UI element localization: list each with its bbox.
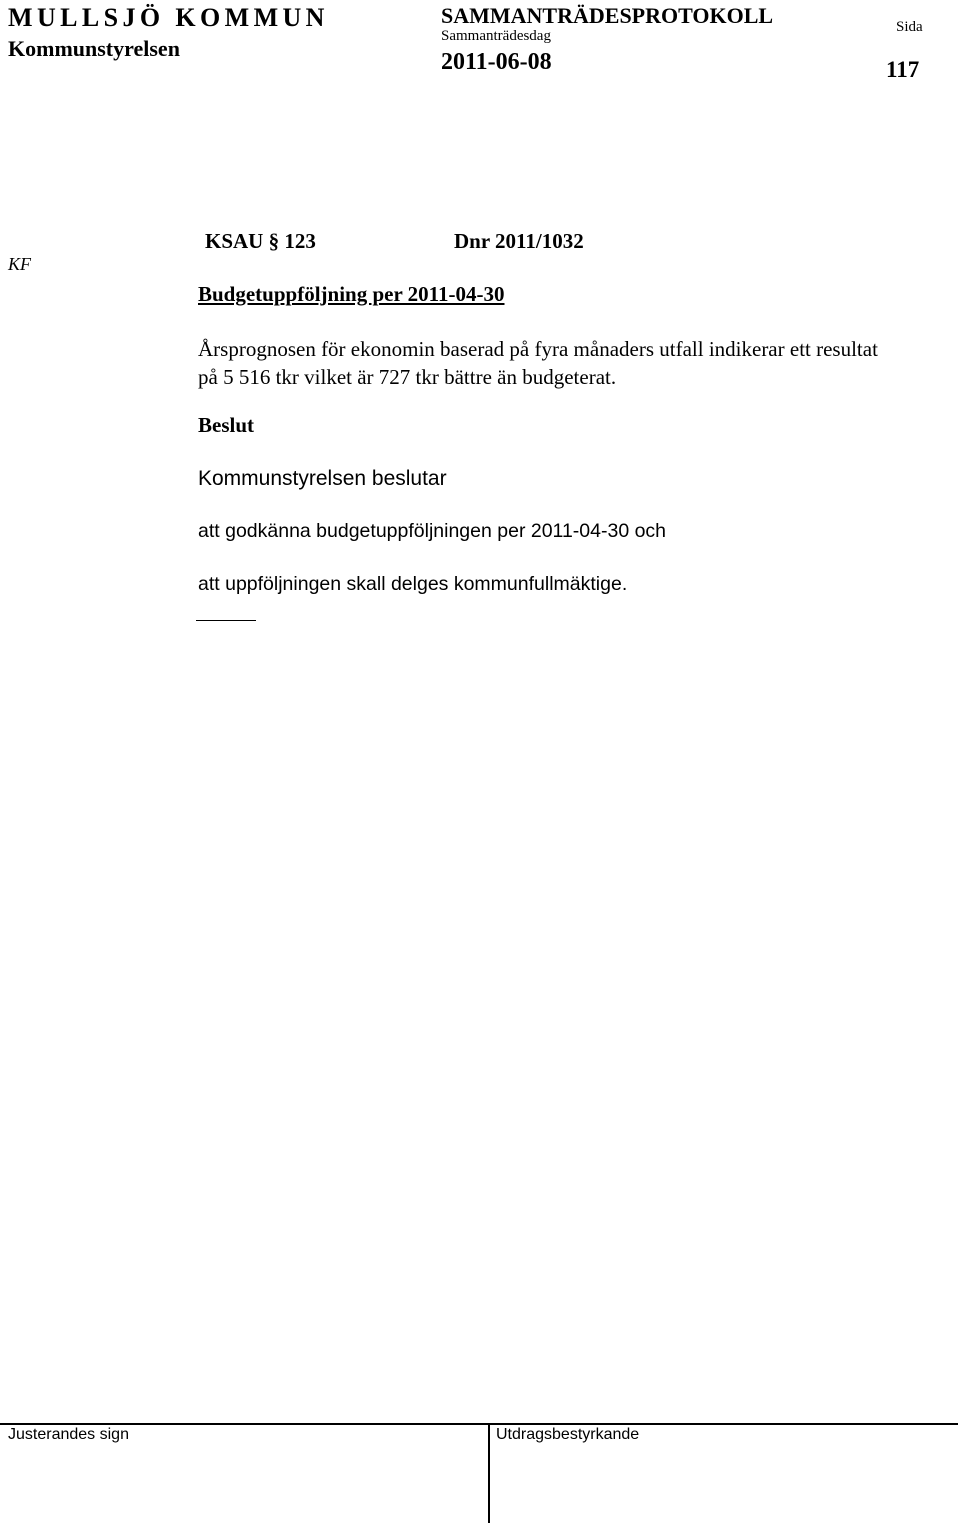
utdragsbestyrkande-label: Utdragsbestyrkande [496, 1426, 640, 1443]
decision-point: att uppföljningen skall delges kommunfullmäktige. [198, 573, 628, 595]
item-subject: Budgetuppföljning per 2011-04-30 [198, 282, 505, 306]
footer-rule [0, 1423, 958, 1425]
item-body: Årsprognosen för ekonomin baserad på fyra månaders utfall indikerar ett resultat på 5 516 tkr vilket är 727 tkr bättre än budgeterat. [198, 337, 878, 389]
footer-divider [488, 1423, 490, 1523]
decision-point: att godkänna budgetuppföljningen per 2011-04-30 och [198, 520, 667, 542]
distribution-note: KF [8, 254, 32, 274]
end-of-item-rule [196, 620, 256, 621]
meeting-date-label: Sammanträdesdag [441, 28, 551, 44]
municipality-name: MULLSJÖ KOMMUN [8, 3, 329, 32]
decision-heading: Beslut [198, 413, 255, 437]
case-id: KSAU § 123 [205, 229, 316, 253]
page-label: Sida [896, 19, 923, 35]
decision-intro: Kommunstyrelsen beslutar [198, 467, 447, 490]
page-number: 117 [886, 57, 920, 82]
registration-number: Dnr 2011/1032 [454, 229, 584, 253]
board-name: Kommunstyrelsen [8, 36, 180, 61]
justerandes-sign-label: Justerandes sign [8, 1426, 129, 1443]
meeting-date: 2011-06-08 [441, 49, 552, 75]
document-type: SAMMANTRÄDESPROTOKOLL [441, 3, 774, 28]
